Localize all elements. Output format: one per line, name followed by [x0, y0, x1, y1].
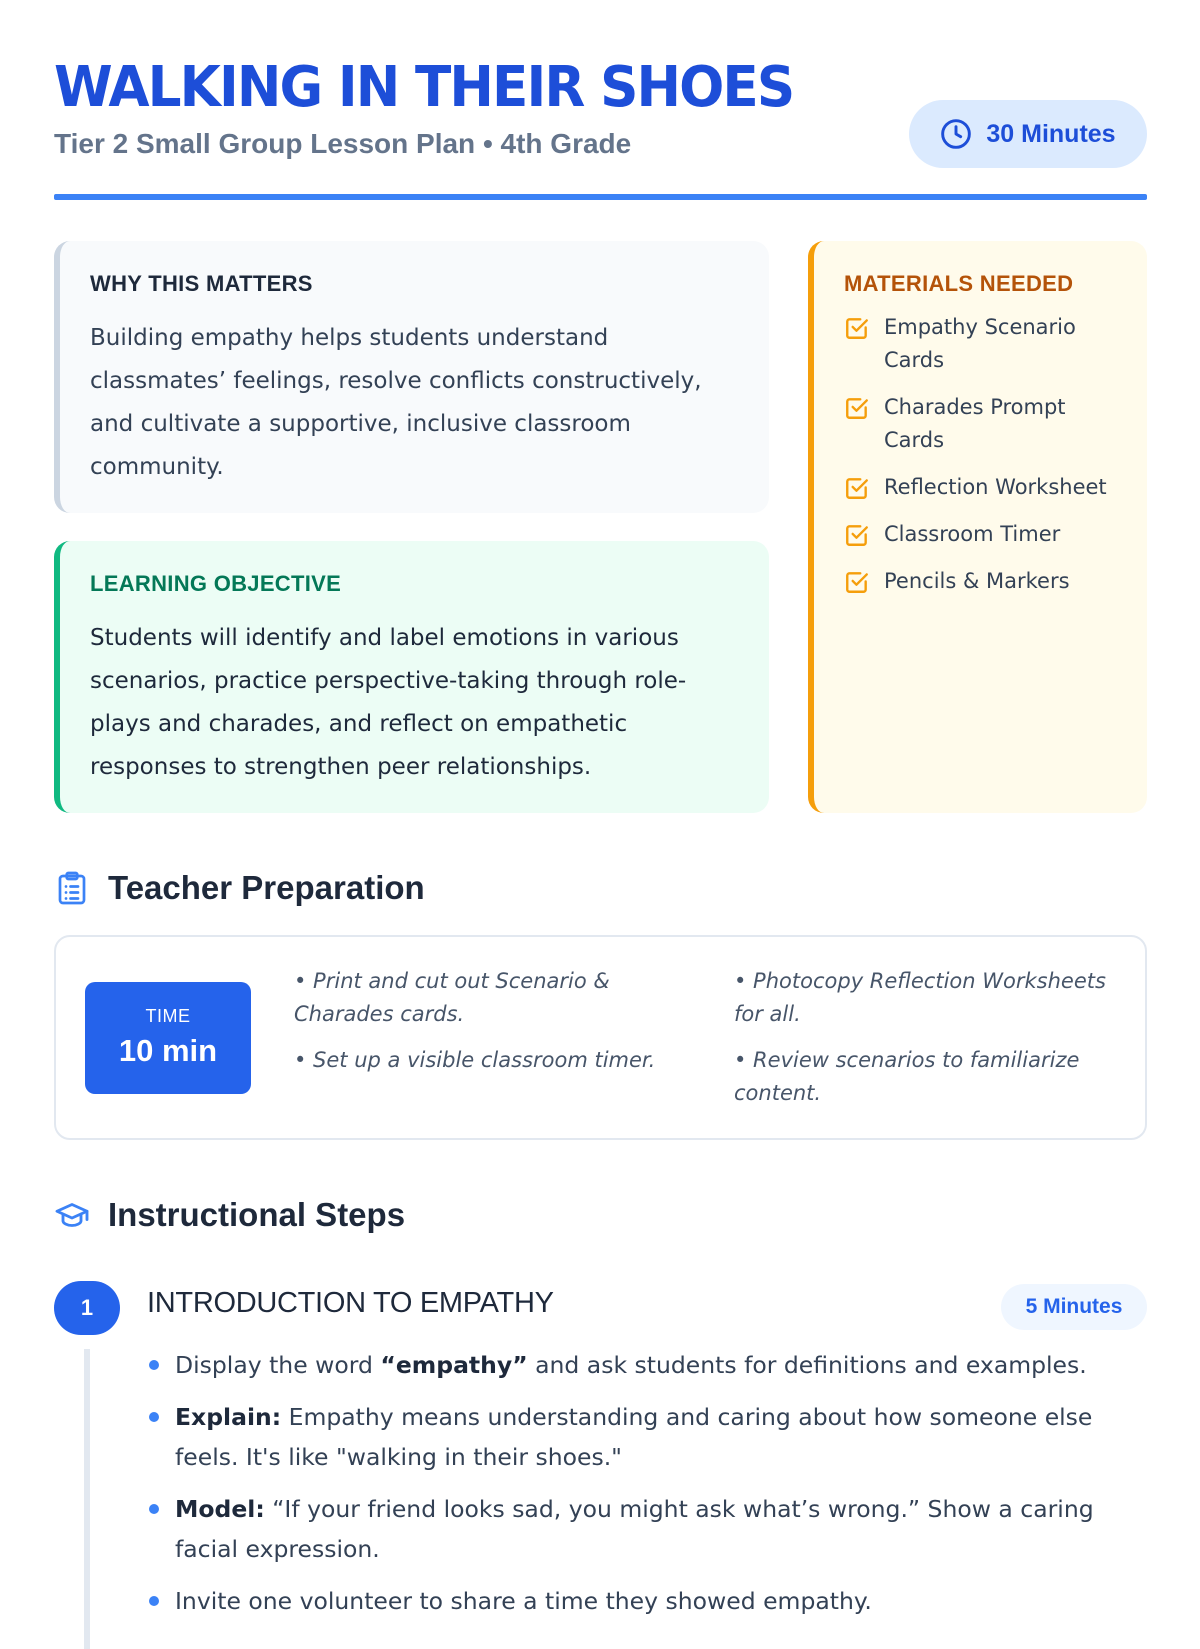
graduation-cap-icon [54, 1197, 90, 1233]
list-item [844, 311, 1127, 377]
why-label: WHY THIS MATTERS [90, 271, 313, 296]
objective-label: LEARNING OBJECTIVE [90, 571, 342, 596]
prep-task: • Review scenarios to familiarize content. [734, 1048, 1080, 1105]
prep-time-value: 10 min [118, 1033, 218, 1068]
checkbox-checked-icon [844, 315, 870, 341]
lesson-plan-page [54, 0, 1147, 1615]
checkbox-checked-icon [844, 475, 870, 501]
duration-text: 30 Minutes [986, 119, 1116, 148]
step-number: 1 [54, 1281, 120, 1335]
material-name: Charades Prompt Cards [884, 395, 1066, 452]
material-name: Reflection Worksheet [884, 475, 1107, 499]
materials-list [844, 311, 1127, 598]
bullet-text: Invite one volunteer to share a time they showed empathy. [175, 1587, 872, 1615]
materials-card [808, 241, 1147, 813]
list-item [147, 1489, 1147, 1569]
material-name: Classroom Timer [884, 522, 1061, 546]
materials-label: MATERIALS NEEDED [844, 271, 1074, 296]
page-title: WALKING IN THEIR SHOES [54, 55, 794, 120]
page-header [54, 56, 1147, 200]
prep-task: • Print and cut out Scenario & Charades cards. [294, 969, 610, 1026]
list-item [147, 1345, 1147, 1385]
prep-time-label: TIME [145, 1006, 191, 1026]
list-item [844, 471, 1127, 504]
bullet-bold: Model: [175, 1495, 265, 1523]
page-subtitle: Tier 2 Small Group Lesson Plan • 4th Grade [54, 128, 632, 159]
clipboard-icon [54, 870, 90, 906]
material-name: Pencils & Markers [884, 569, 1070, 593]
checkbox-checked-icon [844, 395, 870, 421]
learning-objective-card [54, 541, 769, 813]
duration-badge [909, 100, 1147, 168]
section-title: Instructional Steps [108, 1196, 406, 1233]
prep-task: • Set up a visible classroom timer. [294, 1048, 656, 1072]
bullet-text: Empathy means understanding and caring about how someone else feels. It's like "walking in their shoes." [175, 1403, 1093, 1471]
section-title: Teacher Preparation [108, 869, 425, 906]
objective-body: Students will identify and label emotions in various scenarios, practice perspective-taking through role-plays and charades, and reflect on empathetic responses to strengthen peer relationships. [90, 625, 687, 780]
why-this-matters-card [54, 241, 769, 513]
list-item [844, 565, 1127, 598]
prep-tasks-column [734, 965, 1124, 1123]
list-item [844, 518, 1127, 551]
step-duration-badge: 5 Minutes [1001, 1284, 1147, 1330]
why-body: Building empathy helps students understand classmates’ feelings, resolve conflicts constructively, and cultivate a supportive, inclusive classroom community. [90, 325, 702, 480]
clock-icon [940, 118, 972, 150]
step-bullets [147, 1345, 1147, 1633]
prep-time-badge [85, 982, 251, 1094]
prep-task: • Photocopy Reflection Worksheets for all. [734, 969, 1106, 1026]
checkbox-checked-icon [844, 522, 870, 548]
prep-tasks-column [294, 965, 684, 1090]
instructional-steps-heading [54, 1196, 405, 1234]
bullet-bold: Explain: [175, 1403, 282, 1431]
bullet-text: and ask students for definitions and examples. [527, 1351, 1087, 1379]
step-title: INTRODUCTION TO EMPATHY [147, 1287, 554, 1319]
list-item [844, 391, 1127, 457]
checkbox-checked-icon [844, 569, 870, 595]
step-timeline-line [84, 1349, 90, 1649]
bullet-text: “If your friend looks sad, you might ask what’s wrong.” Show a caring facial expression. [175, 1495, 1094, 1563]
teacher-prep-box [54, 935, 1147, 1140]
bullet-bold: “empathy” [380, 1351, 528, 1379]
list-item [147, 1397, 1147, 1477]
material-name: Empathy Scenario Cards [884, 315, 1076, 372]
list-item [147, 1581, 1147, 1621]
teacher-prep-heading [54, 869, 425, 907]
header-divider [54, 194, 1147, 200]
bullet-text: Display the word [175, 1351, 381, 1379]
